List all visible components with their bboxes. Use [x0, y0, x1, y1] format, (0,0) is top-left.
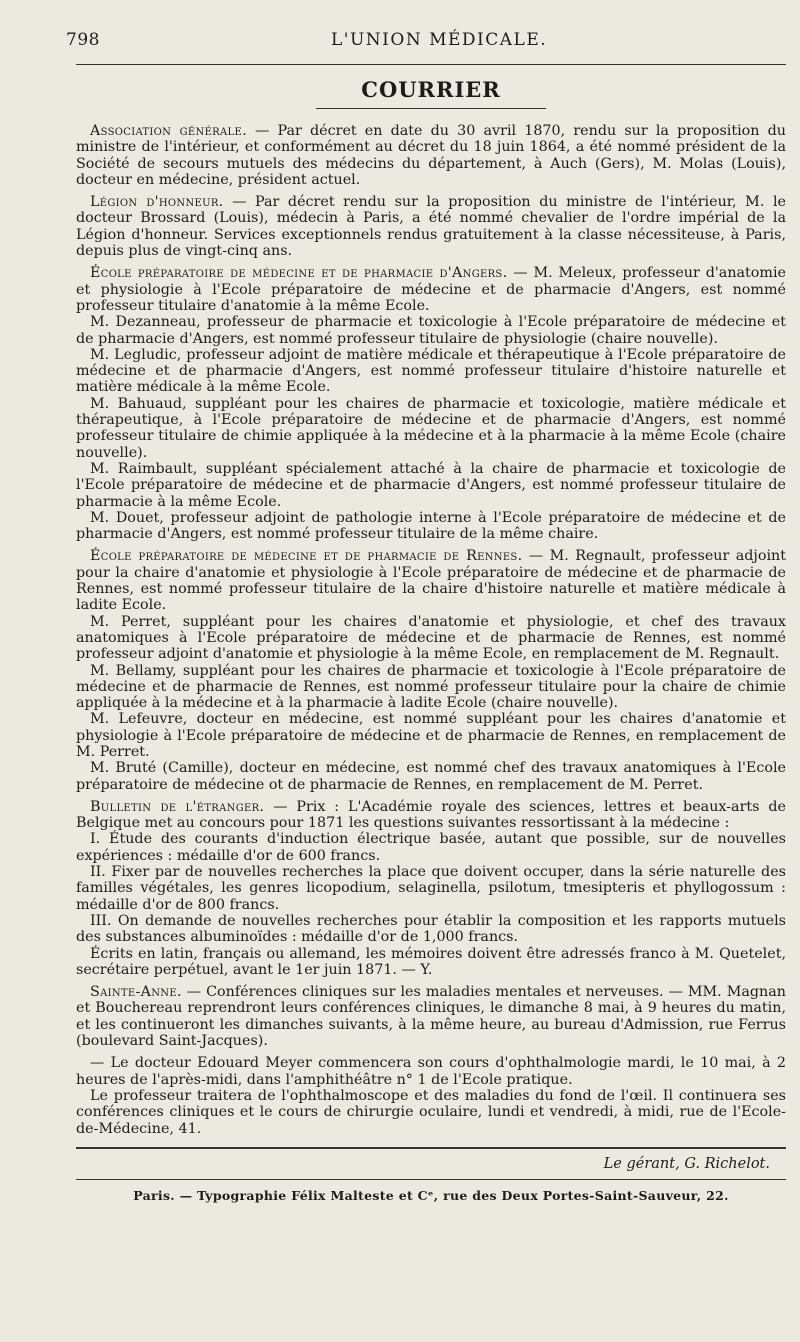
news-item [76, 123, 786, 188]
news-paragraph: M. Perret, suppléant pour les chaires d'anatomie et physiologie, et chef des travaux anatomiques à l'Ecole préparatoire de médecine et de pharmacie de Rennes, est nommé professeur adjoint d'anatomie et physiologie à la même Ecole, en remplacement de M. Regnault. [76, 613, 786, 663]
item-heading: Légion d'honneur. [90, 194, 224, 211]
item-text: — Conférences cliniques sur les maladies mentales et nerveuses. — MM. Magnan et Bouchereau reprendront leurs conférences cliniques, le dimanche 8 mai, à 9 heures du matin, et les continueront les dimanches suivants, à la même heure, au bureau d'Admission, rue Ferrus (boulevard Saint-Jacques). [76, 984, 786, 1050]
item-text: — Par décret en date du 30 avril 1870, rendu sur la proposition du ministre de l'intérieur, et conformément au décret du 18 juin 1864, a été nommé président de la Société de secours mutuels des médecins du département, à Auch (Gers), M. Molas (Louis), docteur en médecine, président actuel. [76, 123, 787, 188]
news-paragraph: M. Bellamy, suppléant pour les chaires de pharmacie et toxicologie à l'Ecole préparatoire de médecine et de pharmacie de Rennes, est nommé professeur titulaire pour la chaire de chimie appliquée à la médecine et à la pharmacie à ladite Ecole (chaire nouvelle). [76, 662, 786, 712]
news-paragraph: M. Dezanneau, professeur de pharmacie et toxicologie à l'Ecole préparatoire de médecine et de pharmacie d'Angers, est nommé professeur titulaire de physiologie (chaire nouvelle). [76, 314, 786, 347]
item-text: — Prix : L'Académie royale des sciences, lettres et beaux-arts de Belgique met au concours pour 1871 les questions suivantes ressortissant à la médecine : [76, 798, 786, 832]
news-paragraph: M. Lefeuvre, docteur en médecine, est nommé suppléant pour les chaires d'anatomie et physiologie à l'Ecole préparatoire de médecine et de pharmacie de Rennes, en remplacement de M. Perret. [76, 711, 786, 760]
printer-imprint: Paris. — Typographie Félix Malteste et Cᵉ, rue des Deux Portes-Saint-Sauveur, 22. [133, 1187, 729, 1203]
item-heading: École préparatoire de médecine et de pharmacie de Rennes. [90, 548, 523, 565]
page-number: 798 [66, 30, 100, 50]
title-rule [316, 108, 546, 109]
news-item [76, 265, 786, 314]
news-paragraph: III. On demande de nouvelles recherches pour établir la composition et les rapports mutuels des substances albuminoïdes : médaille d'or de 1,000 francs. [76, 912, 786, 946]
news-paragraph: — Le docteur Edouard Meyer commencera son cours d'ophthalmologie mardi, le 10 mai, à 2 heures de l'après-midi, dans l'amphithéâtre n° 1 de l'Ecole pratique. [76, 1055, 786, 1088]
signature [76, 1149, 786, 1180]
item-heading: Association générale. [90, 123, 247, 139]
news-paragraph: II. Fixer par de nouvelles recherches la place que doivent occuper, dans la série naturelle des familles végétales, les genres licopodium, selaginella, psilotum, tmesipteris et phyllogossum : médaille d'or de 800 francs. [76, 864, 786, 913]
news-item [76, 984, 786, 1049]
item-heading: Sainte-Anne. [90, 984, 182, 1001]
news-paragraph: M. Raimbault, suppléant spécialement attaché à la chaire de pharmacie et toxicologie de l'Ecole préparatoire de médecine et de pharmacie d'Angers, est nommé professeur titulaire de pharmacie à la même Ecole. [76, 460, 786, 510]
news-paragraph: M. Legludic, professeur adjoint de matière médicale et thérapeutique à l'Ecole préparatoire de médecine et de pharmacie d'Angers, est nommé professeur titulaire d'histoire naturelle et matière médicale à la même Ecole. [76, 346, 786, 396]
news-paragraph: M. Douet, professeur adjoint de pathologie interne à l'Ecole préparatoire de médecine et de pharmacie d'Angers, est nommé professeur titulaire de la même chaire. [76, 509, 786, 543]
item-heading: Bulletin de l'étranger. [90, 798, 265, 815]
article-body [76, 123, 786, 1137]
news-item [76, 194, 786, 259]
item-text: — M. Regnault, professeur adjoint pour la chaire d'anatomie et physiologie à l'Ecole préparatoire de médecine et de pharmacie de Rennes, est nommé professeur titulaire de la chaire d'histoire naturelle et matière médicale à ladite Ecole. [76, 548, 786, 614]
news-item [76, 799, 786, 832]
item-heading: École préparatoire de médecine et de pharmacie d'Angers. [90, 265, 508, 282]
news-paragraph: M. Bruté (Camille), docteur en médecine, est nommé chef des travaux anatomiques à l'Ecole préparatoire de médecine ot de pharmacie de Rennes, en remplacement de M. Perret. [76, 760, 786, 793]
news-item [76, 548, 786, 613]
news-paragraph: Écrits en latin, français ou allemand, les mémoires doivent être adressés franco à M. Quetelet, secrétaire perpétuel, avant le 1er juin 1871. — Y. [76, 945, 786, 978]
news-paragraph: I. Étude des courants d'induction électrique basée, autant que possible, sur de nouvelles expériences : médaille d'or de 600 francs. [76, 831, 786, 864]
running-head [66, 0, 786, 65]
section-title: COURRIER [361, 77, 501, 102]
journal-title: L'UNION MÉDICALE. [331, 30, 548, 50]
item-text: — M. Meleux, professeur d'anatomie et physiologie à l'Ecole préparatoire de médecine et de pharmacie d'Angers, est nommé professeur titulaire d'anatomie à la même Ecole. [76, 265, 786, 314]
news-paragraph: M. Bahuaud, suppléant pour les chaires de pharmacie et toxicologie, matière médicale et thérapeutique, à l'Ecole préparatoire de médecine et de pharmacie d'Angers, est nommé professeur titulaire de chimie appliquée à la médecine et à la pharmacie à la même Ecole (chaire nouvelle). [76, 395, 786, 461]
item-text: — Par décret rendu sur la proposition du ministre de l'intérieur, M. le docteur Brossard (Louis), médecin à Paris, a été nommé chevalier de l'ordre impérial de la Légion d'honneur. Services exceptionnels rendus gratuitement à la classe nécessiteuse, à Paris, depuis plus de vingt-cinq ans. [76, 194, 786, 260]
signature-text: Le gérant, G. Richelot. [603, 1155, 770, 1172]
news-paragraph: Le professeur traitera de l'ophthalmoscope et des maladies du fond de l'œil. Il continuera ses conférences cliniques et le cours de chirurgie oculaire, lundi et vendredi, à midi, rue de l'Ecole-de-Médecine, 41. [76, 1087, 786, 1137]
